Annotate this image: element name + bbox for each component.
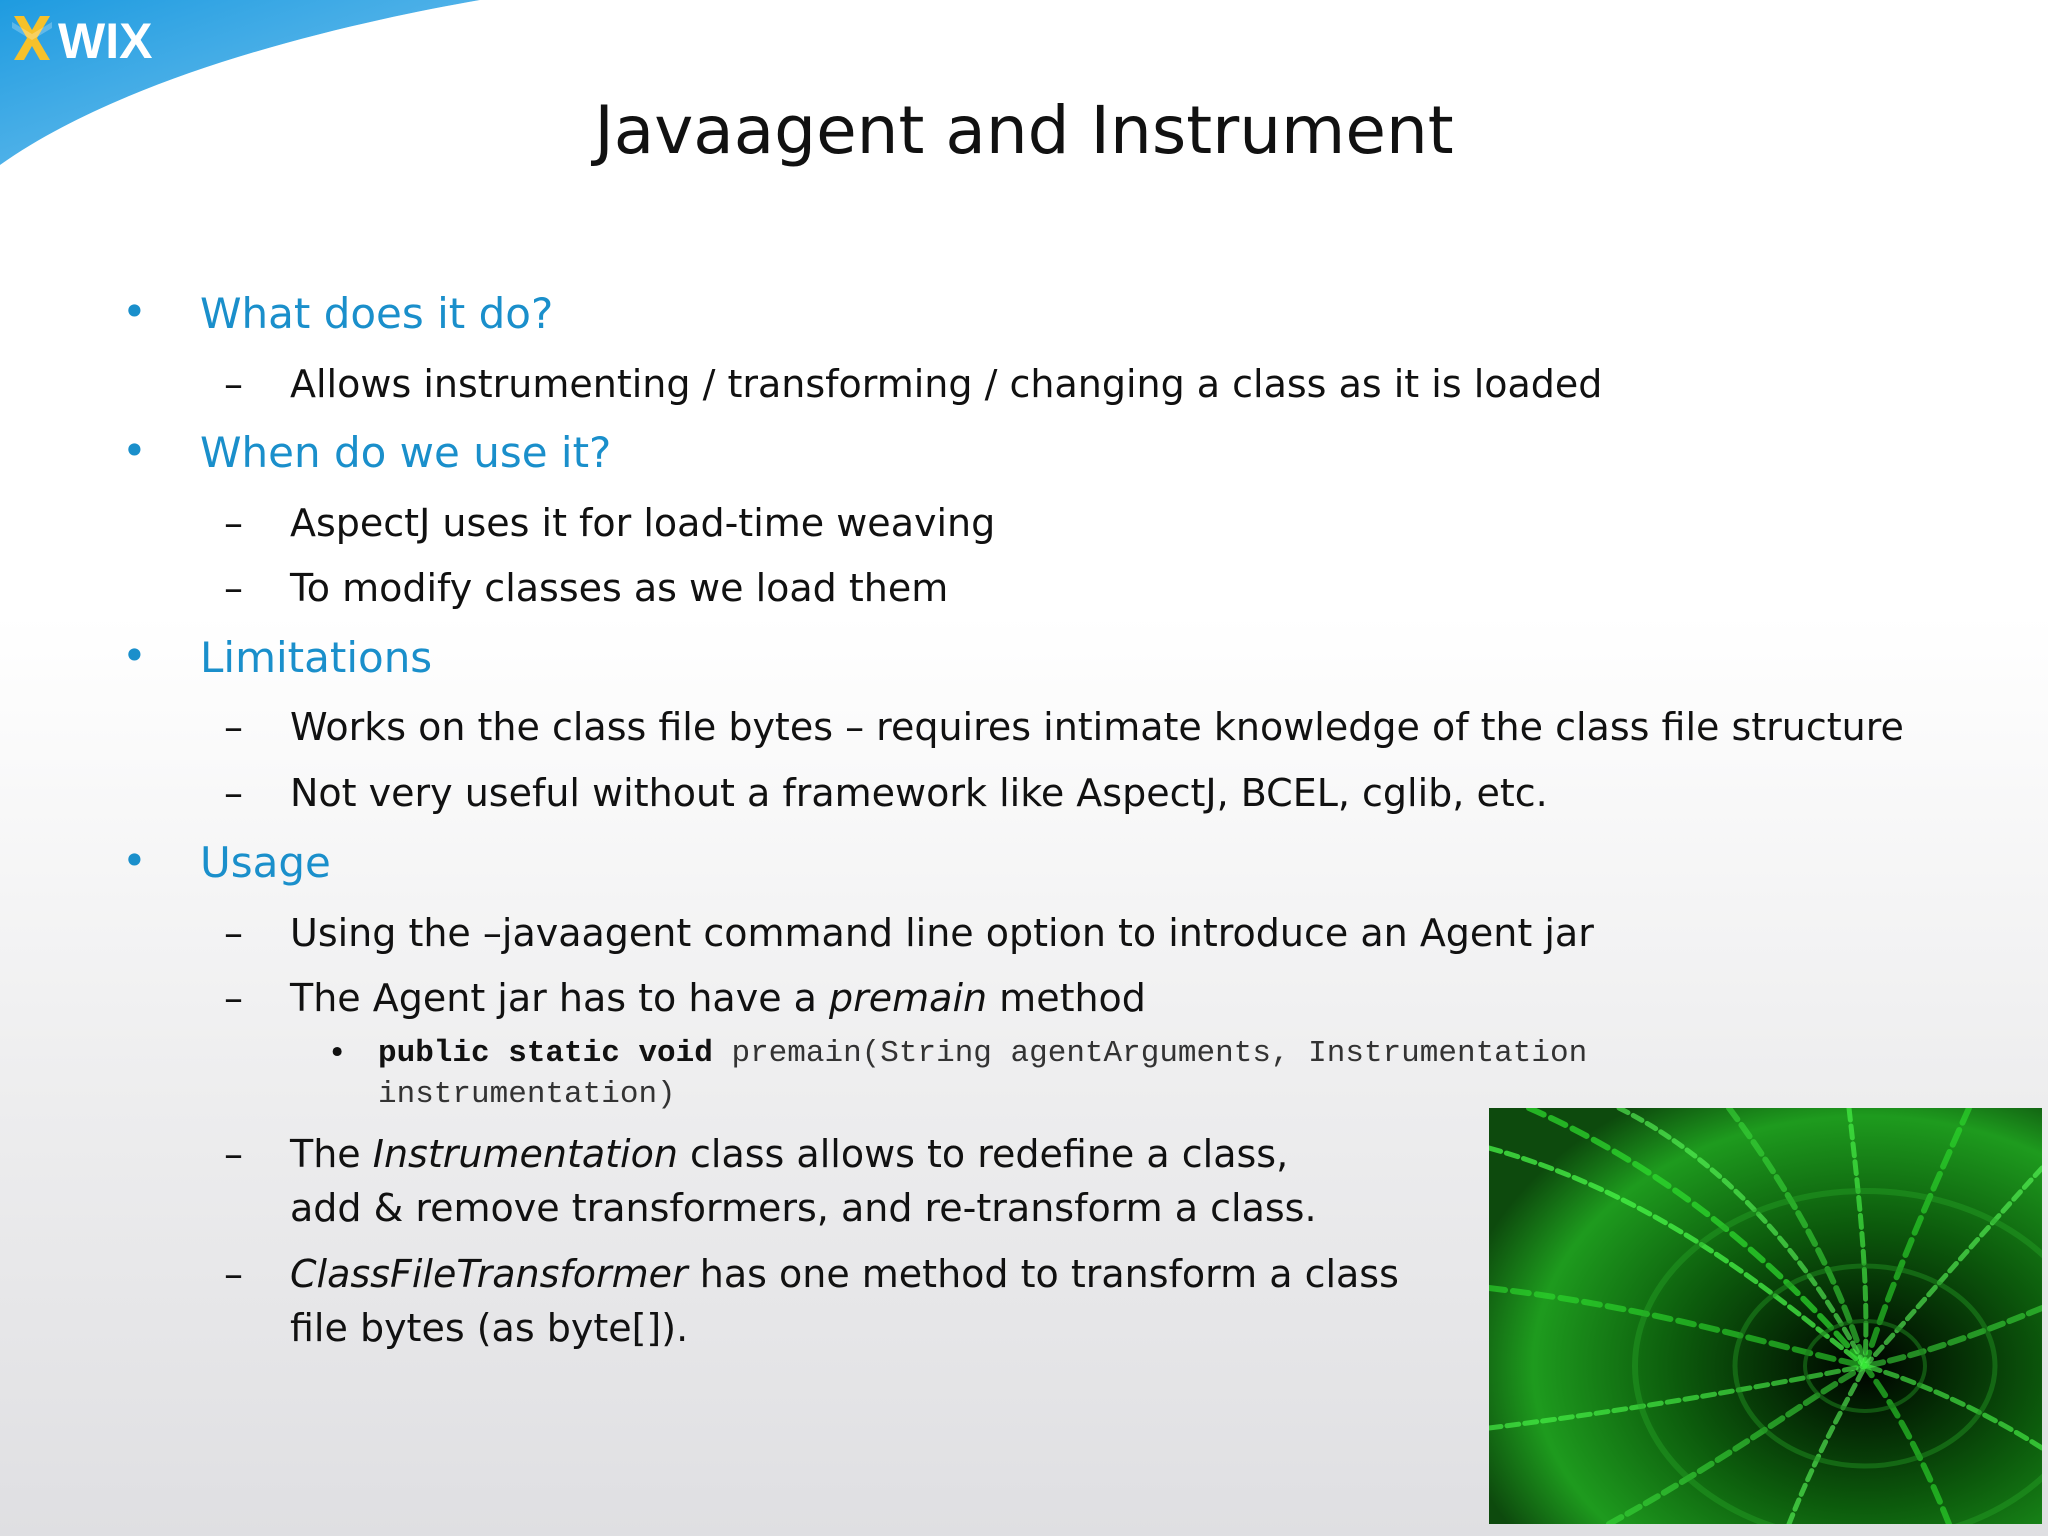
list-item: – Using the –javaagent command line option to introduce an Agent jar [290, 906, 1594, 960]
bullet-icon: • [122, 426, 147, 475]
bullet-icon: • [328, 1035, 347, 1071]
dash-icon: – [224, 1132, 243, 1176]
list-item: – Allows instrumenting / transforming / changing a class as it is loaded [290, 357, 1602, 411]
bullet-icon: • [122, 631, 147, 680]
list-item: – Not very useful without a framework like AspectJ, BCEL, cglib, etc. [290, 766, 1548, 820]
matrix-tunnel-image [1489, 1108, 2042, 1524]
dash-icon: – [224, 1252, 243, 1296]
section-heading-usage: • Usage [200, 835, 331, 891]
dash-icon: – [224, 771, 243, 815]
section-heading-what: • What does it do? [200, 286, 553, 342]
section-heading-when: • When do we use it? [200, 425, 611, 481]
dash-icon: – [224, 501, 243, 545]
section-heading-limitations: • Limitations [200, 630, 432, 686]
list-item: – The Instrumentation class allows to redefine a class, add & remove transformers, and re-transform a class. [290, 1127, 1317, 1235]
list-item: – Works on the class file bytes – requires intimate knowledge of the class file structure [290, 700, 1904, 754]
code-signature: • public static void premain(String agentArguments, Instrumentation instrumentation) [328, 1035, 1588, 1112]
list-item: – ClassFileTransformer has one method to transform a class file bytes (as byte[]). [290, 1247, 1399, 1355]
dash-icon: – [224, 566, 243, 610]
dash-icon: – [224, 911, 243, 955]
slide-title: Javaagent and Instrument [594, 92, 1454, 169]
list-item: – AspectJ uses it for load-time weaving [290, 496, 995, 550]
list-item: – To modify classes as we load them [290, 561, 948, 615]
bullet-icon: • [122, 836, 147, 885]
list-item: – The Agent jar has to have a premain method [290, 971, 1146, 1025]
svg-text:WIX: WIX [58, 13, 153, 68]
bullet-icon: • [122, 287, 147, 336]
dash-icon: – [224, 976, 243, 1020]
dash-icon: – [224, 705, 243, 749]
dash-icon: – [224, 362, 243, 406]
